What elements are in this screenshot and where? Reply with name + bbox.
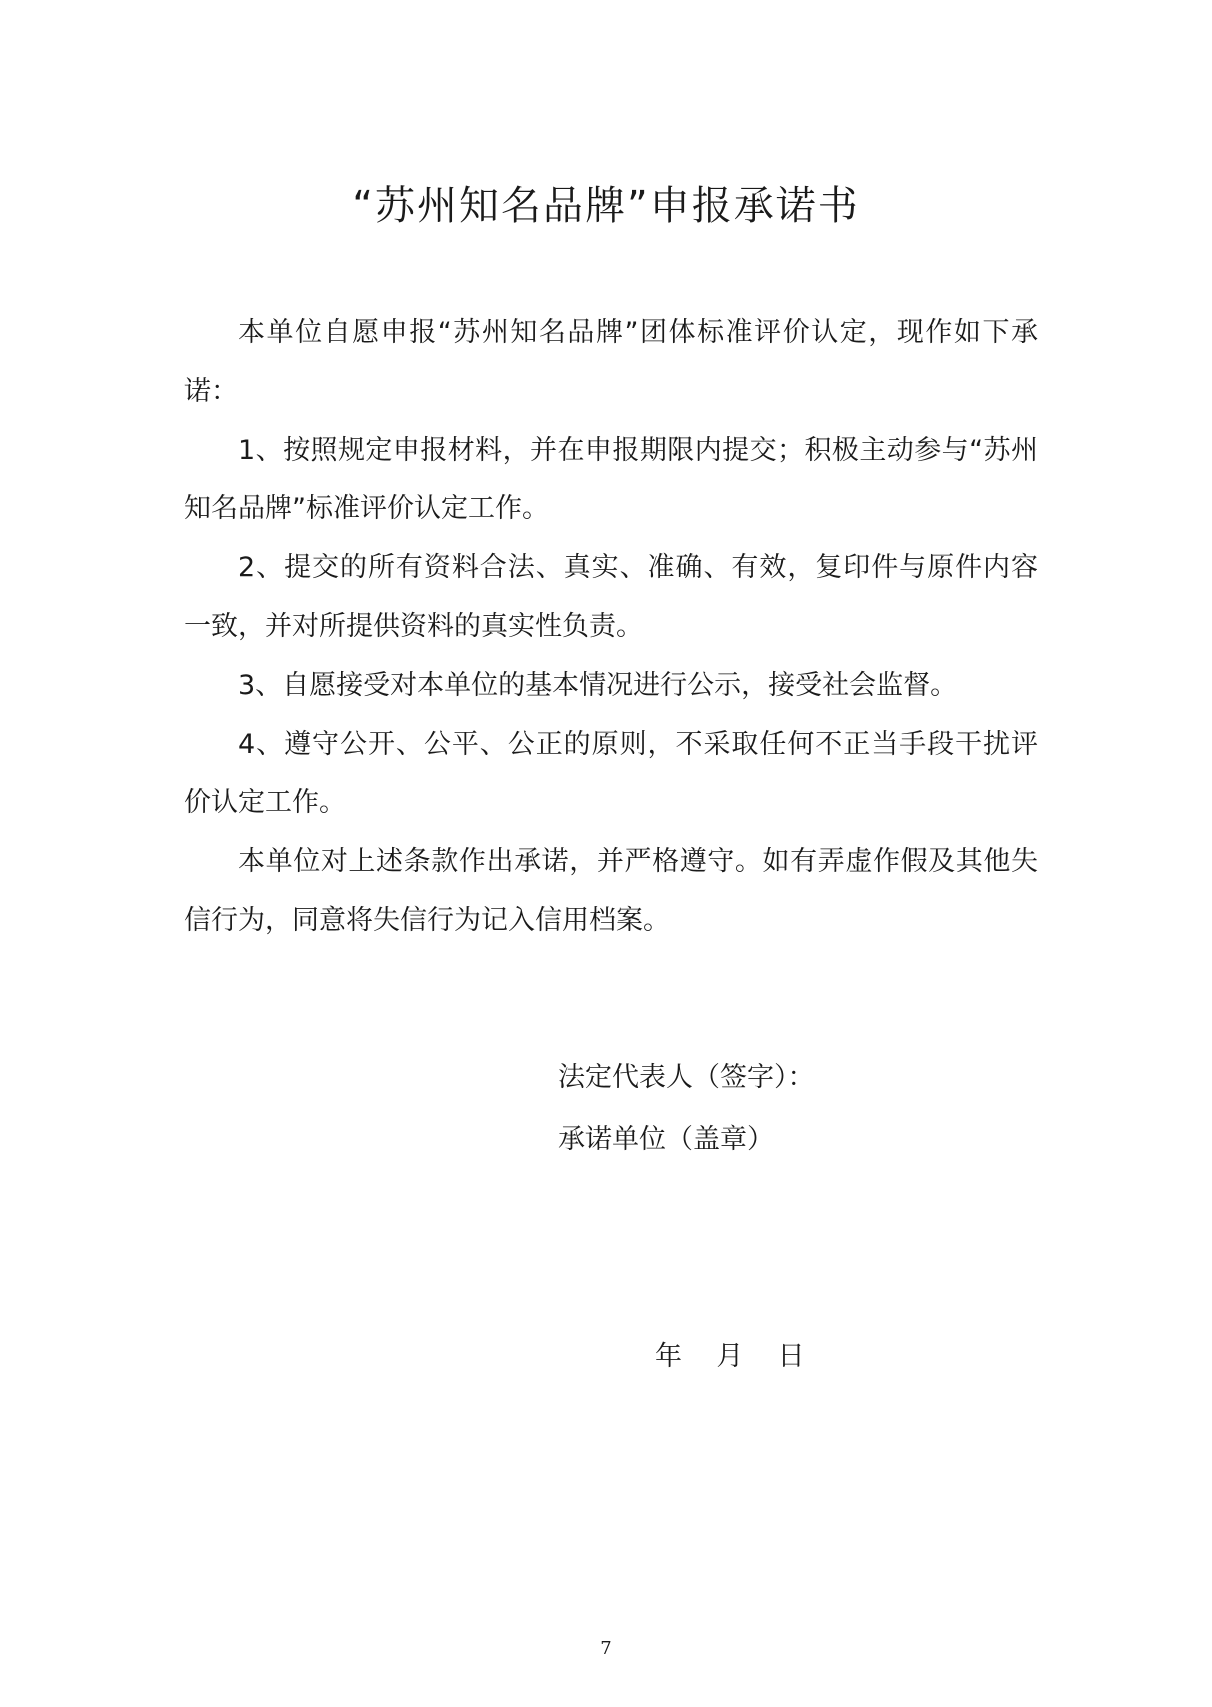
closing-paragraph: 本单位对上述条款作出承诺，并严格遵守。如有弄虚作假及其他失信行为，同意将失信行为记入信用档案。 [184,846,1038,936]
commitment-item-2: 2、提交的所有资料合法、真实、准确、有效，复印件与原件内容一致，并对所提供资料的真实性负责。 [184,552,1038,642]
legal-representative-signature-label: 法定代表人（签字）： [558,1062,815,1093]
commitment-item-3: 3、自愿接受对本单位的基本情况进行公示，接受社会监督。 [238,669,958,701]
commitment-item-4: 4、遵守公开、公平、公正的原则，不采取任何不正当手段干扰评价认定工作。 [184,728,1038,819]
document-title: “苏州知名品牌”申报承诺书 [352,183,860,229]
committing-unit-seal-label: 承诺单位（盖章） [558,1124,774,1155]
commitment-item-1: 1、按照规定申报材料，并在申报期限内提交；积极主动参与“苏州知名品牌”标准评价认定工作。 [184,434,1038,525]
intro-paragraph: 本单位自愿申报“苏州知名品牌”团体标准评价认定，现作如下承诺： [184,317,1038,407]
page-number: 7 [600,1638,612,1659]
date-line: 年 月 日 [655,1341,805,1372]
document-body [184,304,1038,951]
